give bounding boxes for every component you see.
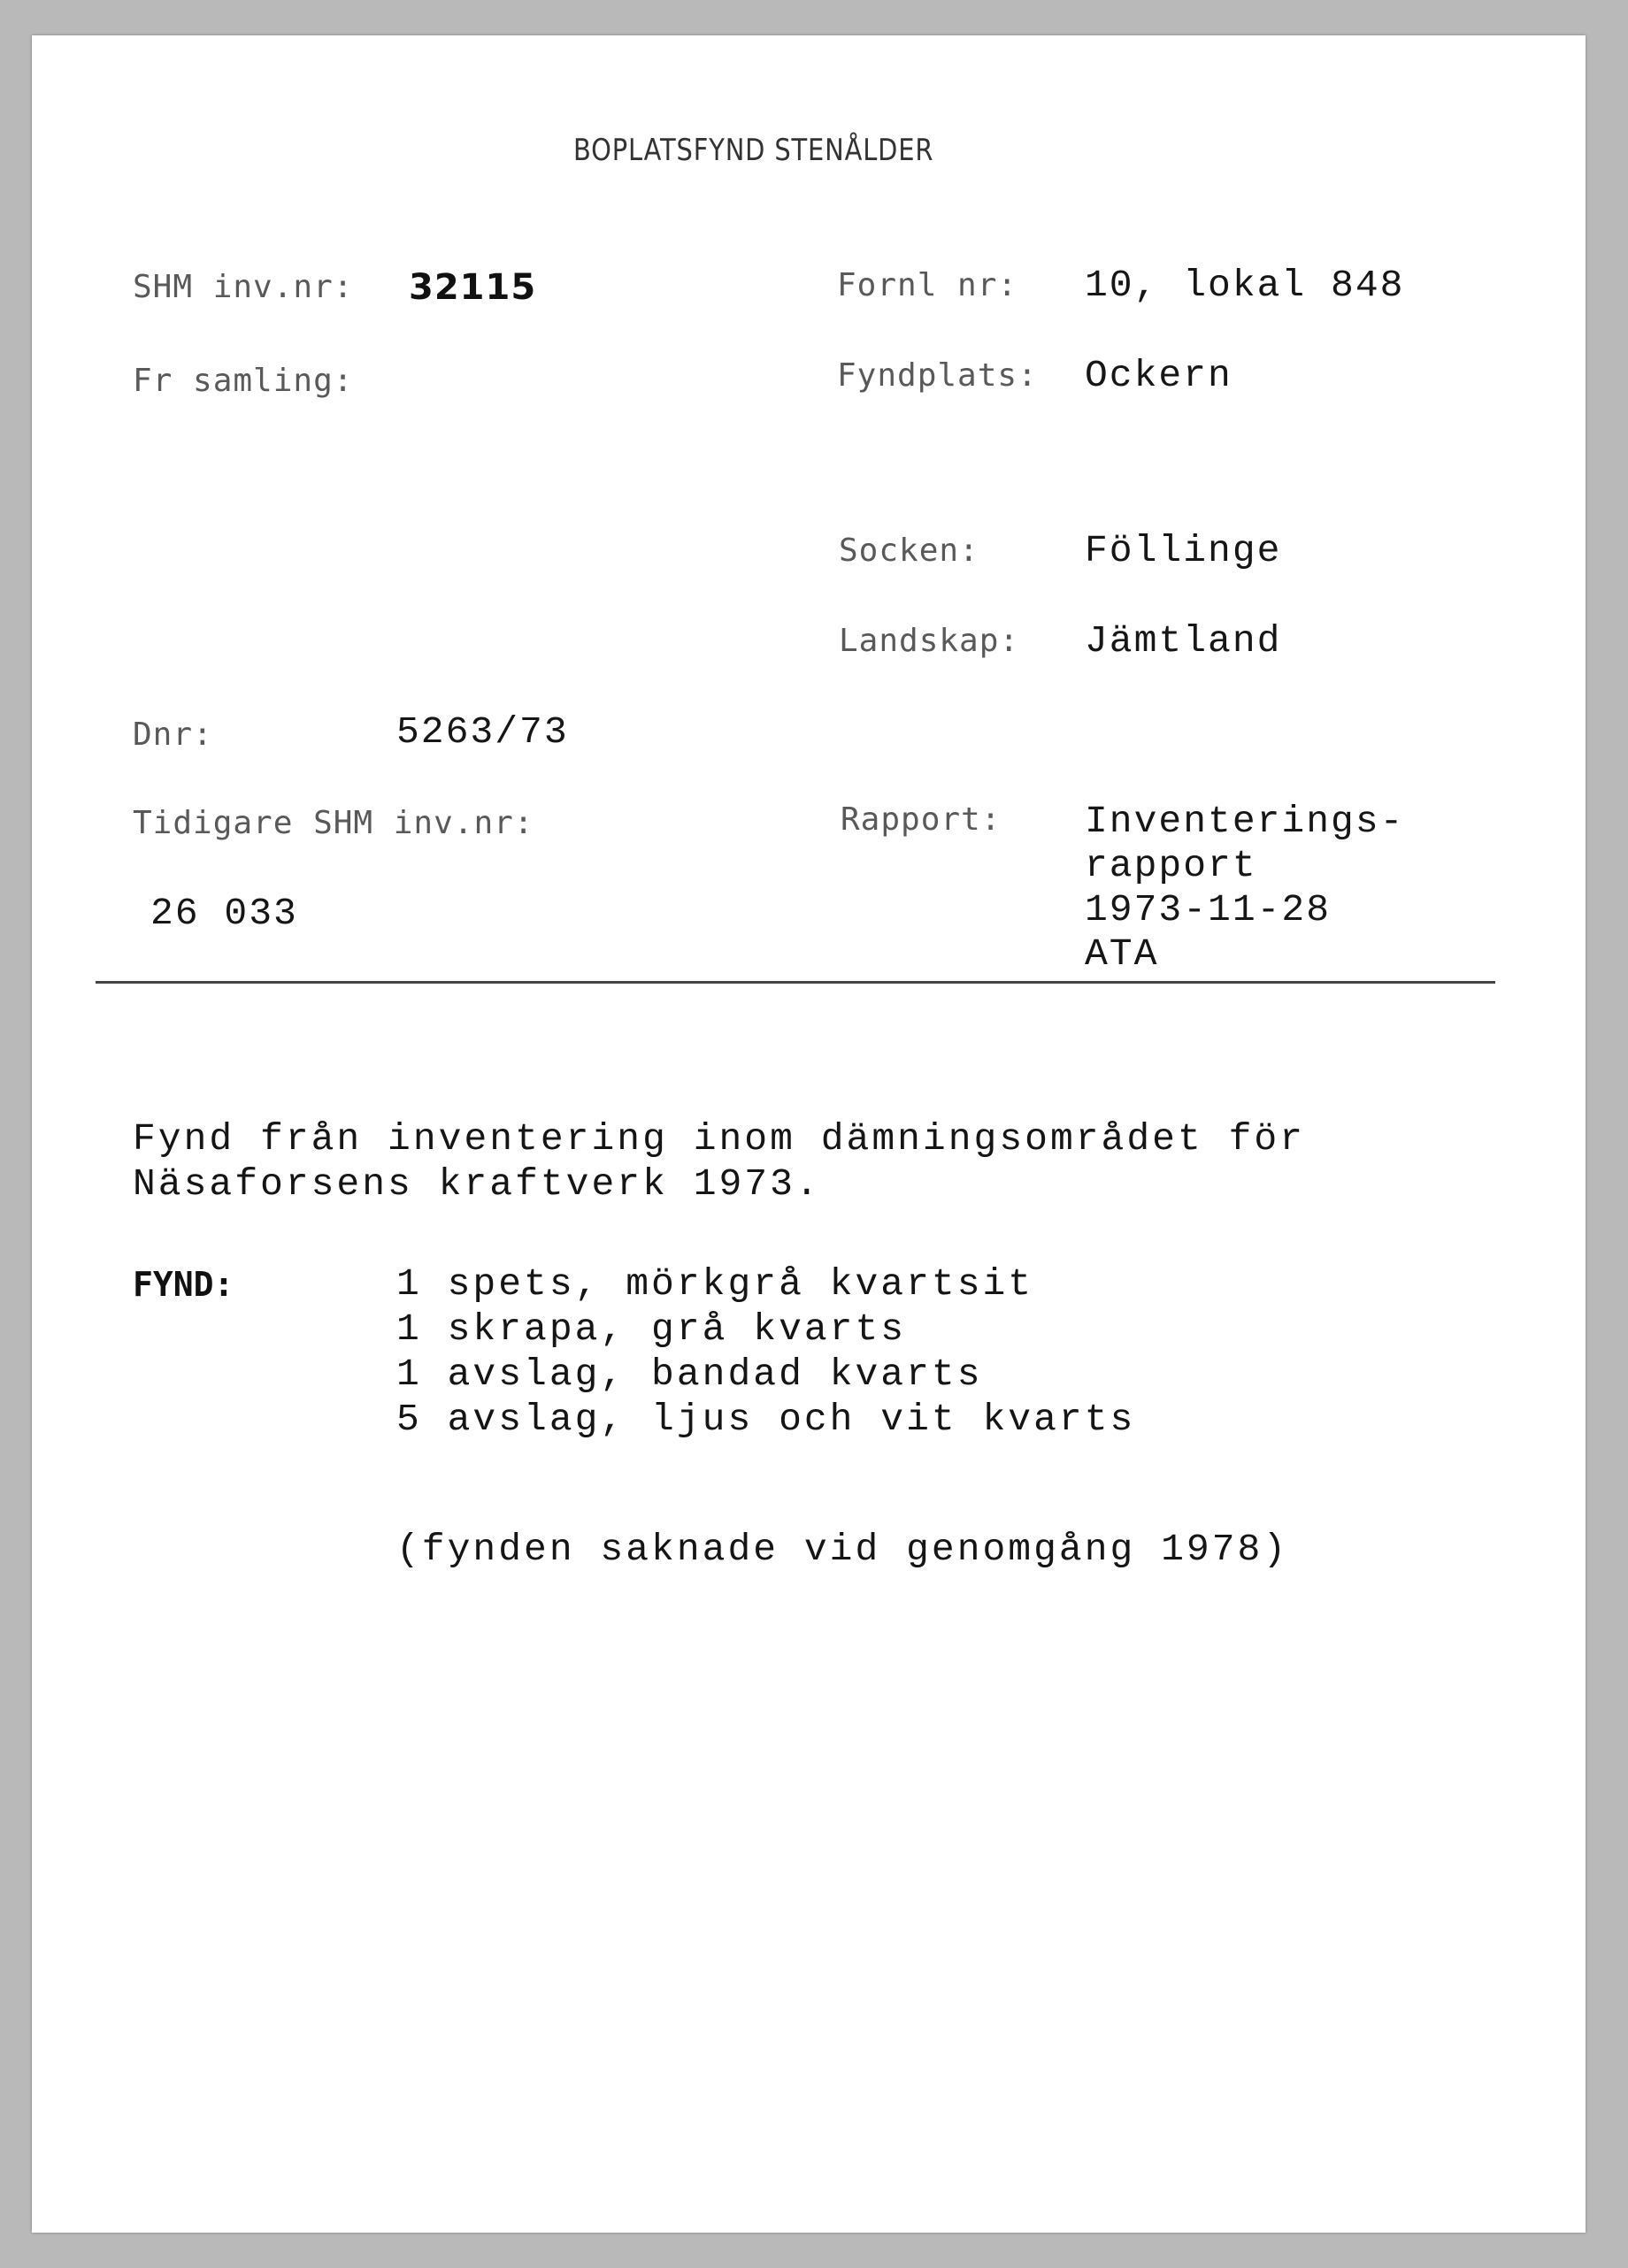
fynd-item: 1 avslag, bandad kvarts <box>396 1352 983 1396</box>
fynd-item: 1 spets, mörkgrå kvartsit <box>396 1262 1034 1306</box>
description <box>133 1116 1305 1207</box>
fynd-label: FYND: <box>133 1265 234 1304</box>
rapport-line: rapport <box>1085 844 1257 887</box>
fynd-item: 1 skrapa, grå kvarts <box>396 1307 907 1351</box>
card-title: BOPLATSFYND STENÅLDER <box>573 133 934 168</box>
fynd-item: 5 avslag, ljus och vit kvarts <box>396 1398 1136 1441</box>
fyndplats-label: Fyndplats: <box>837 357 1038 394</box>
missing-note: (fynden saknade vid genomgång 1978) <box>396 1528 1289 1571</box>
fornl-value: 10, lokal 848 <box>1085 264 1405 307</box>
landskap-value: Jämtland <box>1085 619 1282 663</box>
description-line: Näsaforsens kraftverk 1973. <box>133 1162 821 1206</box>
divider-line <box>96 981 1495 984</box>
fr-samling-label: Fr samling: <box>133 363 354 399</box>
socken-label: Socken: <box>839 533 979 569</box>
fornl-label: Fornl nr: <box>837 267 1018 303</box>
landskap-label: Landskap: <box>839 623 1020 659</box>
fyndplats-value: Ockern <box>1085 354 1233 397</box>
rapport-line: 1973-11-28 <box>1085 888 1332 931</box>
dnr-value: 5263/73 <box>396 710 569 754</box>
socken-value: Föllinge <box>1085 529 1282 572</box>
rapport-line: ATA <box>1085 932 1159 976</box>
rapport-line: Inventerings- <box>1085 800 1405 843</box>
fynd-list <box>396 1261 1135 1442</box>
tidigare-shm-label: Tidigare SHM inv.nr: <box>133 805 534 841</box>
tidigare-shm-value: 26 033 <box>150 892 298 935</box>
rapport-label: Rapport: <box>841 801 1002 838</box>
shm-inv-label: SHM inv.nr: <box>133 269 354 305</box>
dnr-label: Dnr: <box>133 716 213 753</box>
rapport-value <box>1085 800 1404 977</box>
description-line: Fynd från inventering inom dämningsområdet för <box>133 1117 1305 1161</box>
shm-inv-value: 32115 <box>409 267 537 308</box>
